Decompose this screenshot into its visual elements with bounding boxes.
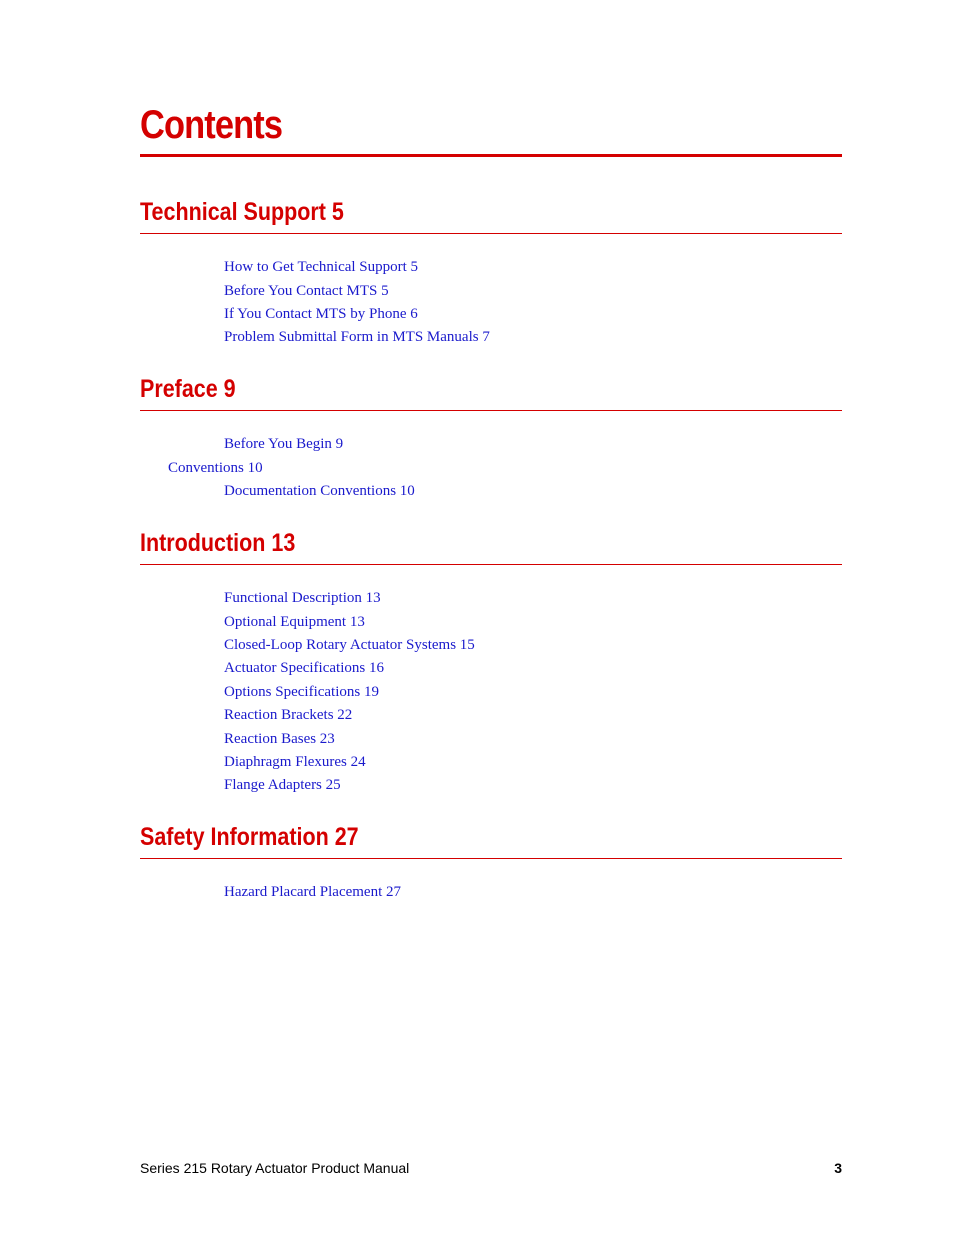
section-rule: [140, 233, 842, 234]
toc-entry-hazard-placard-placement[interactable]: Hazard Placard Placement 27: [224, 884, 402, 900]
section-rule: [140, 410, 842, 411]
toc-entry-diaphragm-flexures[interactable]: Diaphragm Flexures 24: [224, 754, 366, 770]
toc-entry-conventions[interactable]: Conventions 10: [168, 460, 263, 476]
toc-entry-options-specifications[interactable]: Options Specifications 19: [224, 684, 379, 700]
toc-entry-reaction-brackets[interactable]: Reaction Brackets 22: [224, 707, 353, 723]
toc-entry-actuator-specifications[interactable]: Actuator Specifications 16: [224, 660, 384, 676]
toc-entry-functional-description[interactable]: Functional Description 13: [224, 590, 381, 606]
toc-entry-flange-adapters[interactable]: Flange Adapters 25: [224, 777, 341, 793]
toc-entry-problem-submittal-form[interactable]: Problem Submittal Form in MTS Manuals 7: [224, 329, 490, 345]
footer-page-number: 3: [834, 1160, 842, 1176]
section-heading-technical-support[interactable]: Technical Support 5: [140, 198, 344, 226]
toc-entry-documentation-conventions[interactable]: Documentation Conventions 10: [224, 483, 415, 499]
toc-entry-closed-loop-rotary-actuator-systems[interactable]: Closed-Loop Rotary Actuator Systems 15: [224, 637, 475, 653]
title-rule: [140, 154, 842, 157]
toc-entry-if-you-contact-mts-by-phone[interactable]: If You Contact MTS by Phone 6: [224, 306, 418, 322]
toc-entry-optional-equipment[interactable]: Optional Equipment 13: [224, 614, 365, 630]
toc-entry-reaction-bases[interactable]: Reaction Bases 23: [224, 731, 335, 747]
section-heading-introduction[interactable]: Introduction 13: [140, 529, 296, 557]
section-rule: [140, 858, 842, 859]
toc-entry-how-to-get-technical-support[interactable]: How to Get Technical Support 5: [224, 259, 419, 275]
footer-manual-title: Series 215 Rotary Actuator Product Manual: [140, 1160, 410, 1176]
page-title: Contents: [140, 103, 283, 147]
toc-entry-before-you-contact-mts[interactable]: Before You Contact MTS 5: [224, 283, 389, 299]
section-heading-preface[interactable]: Preface 9: [140, 375, 236, 403]
section-heading-safety-information[interactable]: Safety Information 27: [140, 823, 359, 851]
toc-entry-before-you-begin[interactable]: Before You Begin 9: [224, 436, 344, 452]
section-rule: [140, 564, 842, 565]
